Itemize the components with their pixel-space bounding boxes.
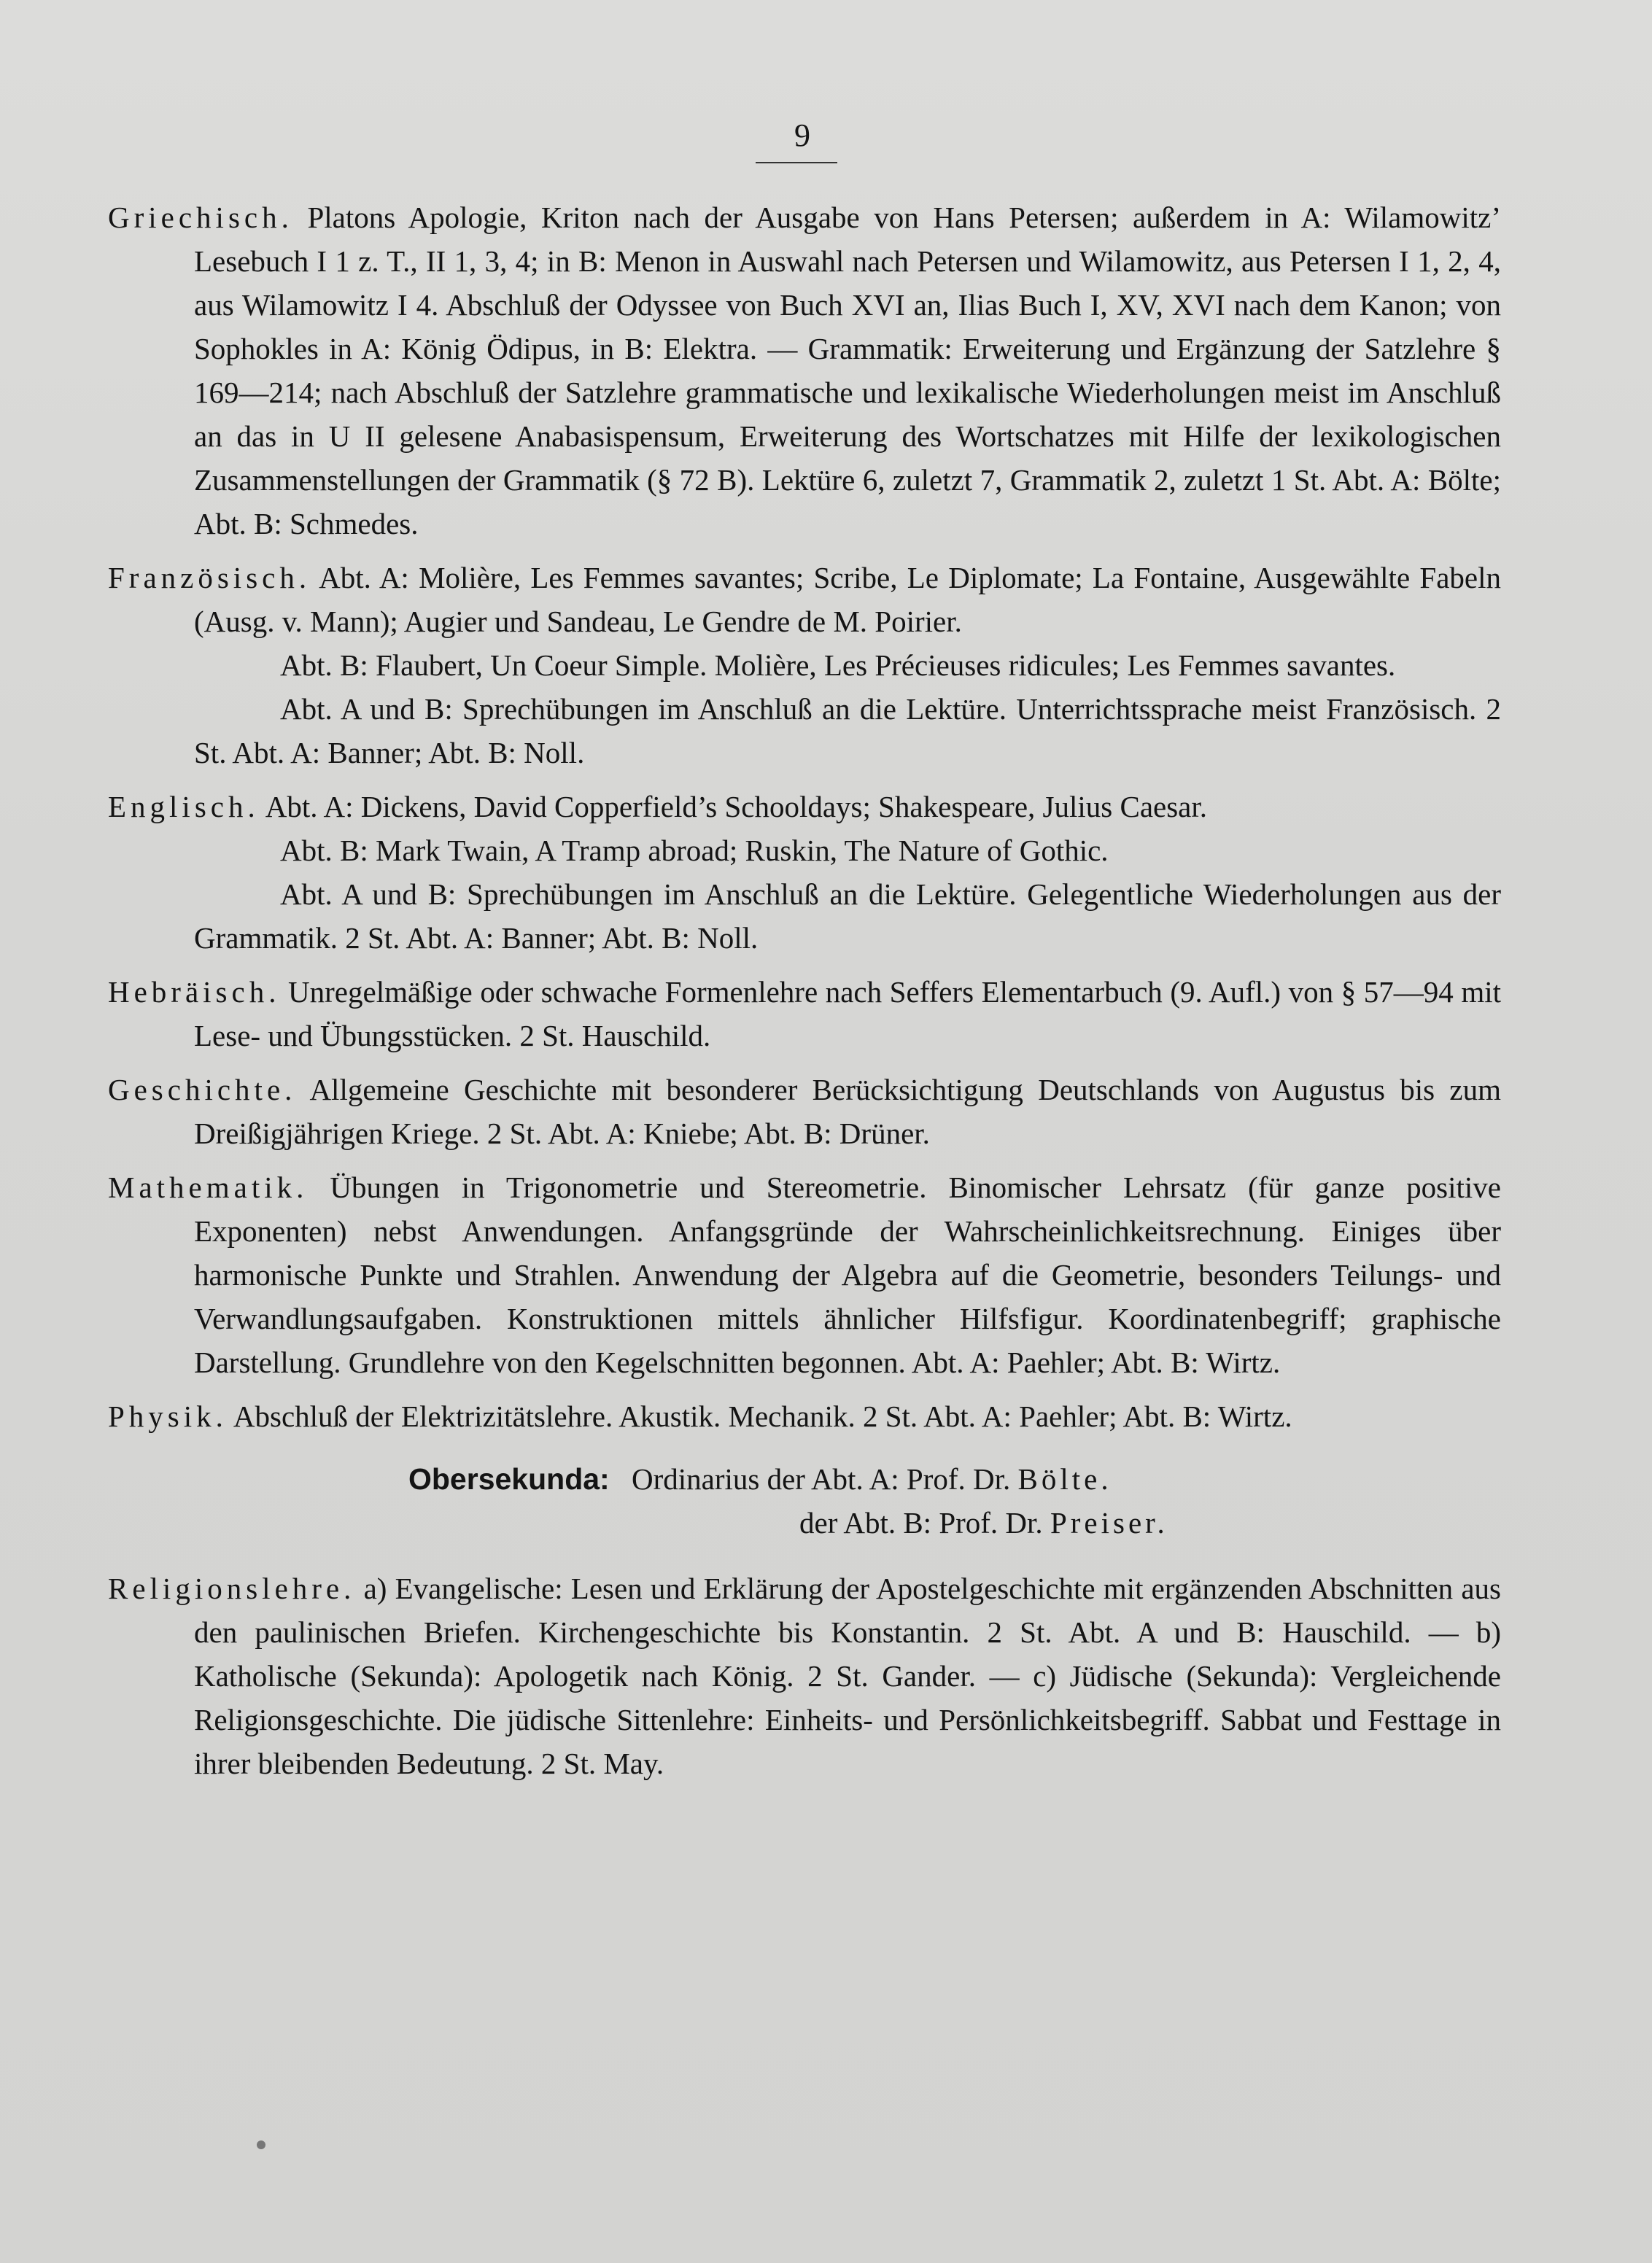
section-text: Übungen in Trigonometrie und Stereometrie. Binomischer Lehrsatz (für ganze positive Exponenten) nebst Anwendungen. Anfangsgründe der Wahrscheinlichkeitsrechnung. Einiges über harmonische Punkte und Strahlen. Anwendung der Algebra auf die Geometrie, besonders Teilungs- und Verwandlungsaufgaben. Konstruktionen mittels ähnlicher Hilfsfigur. Koordinatenbegriff; graphische Darstellung. Grundlehre von den Kegelschnitten begonnen. Abt. A: Paehler; Abt. B: Wirtz. xyxy=(194,1171,1502,1379)
section-heading: Französisch. xyxy=(108,561,311,594)
section-heading: Geschichte. xyxy=(108,1073,297,1106)
section-physik xyxy=(108,1394,1501,1438)
section-continuation: Abt. A und B: Sprechübungen im Anschluß an die Lektüre. Unterrichtssprache meist Französisch. 2 St. Abt. A: Banner; Abt. B: Noll. xyxy=(194,692,1501,769)
section-heading: Hebräisch. xyxy=(108,975,281,1009)
page-content xyxy=(108,195,1501,1796)
page-number: 9 xyxy=(794,117,810,153)
class-heading-teacher-b-name: Preiser. xyxy=(1050,1506,1168,1540)
section-geschichte xyxy=(108,1068,1501,1155)
class-heading xyxy=(108,1457,1501,1545)
section-franzoesisch xyxy=(108,556,1501,775)
section-paragraph xyxy=(108,1165,1501,1384)
paper-speck xyxy=(257,2140,265,2149)
section-hebraeisch xyxy=(108,970,1501,1057)
section-paragraph xyxy=(108,1068,1501,1155)
class-heading-teacher-a xyxy=(632,1457,1112,1501)
section-heading: Griechisch. xyxy=(108,201,293,234)
section-text: Abt. A: Molière, Les Femmes savantes; Scribe, Le Diplomate; La Fontaine, Ausgewählte Fabeln (Ausg. v. Mann); Augier und Sandeau, Le Gendre de M. Poirier. xyxy=(194,561,1501,638)
page-number-rule xyxy=(756,162,837,163)
section-text: Unregelmäßige oder schwache Formenlehre nach Seffers Elementarbuch (9. Aufl.) von § 57—94 mit Lese- und Übungsstücken. 2 St. Hauschild. xyxy=(194,975,1502,1052)
section-continuation: Abt. B: Mark Twain, A Tramp abroad; Ruskin, The Nature of Gothic. xyxy=(280,834,1109,867)
section-text: Abt. A: Dickens, David Copperfield’s Schooldays; Shakespeare, Julius Caesar. xyxy=(265,790,1208,823)
section-paragraph xyxy=(108,785,1501,828)
section-text: Platons Apologie, Kriton nach der Ausgabe von Hans Petersen; außerdem in A: Wilamowitz’ Lesebuch I 1 z. T., II 1, 3, 4; in B: Menon in Auswahl nach Petersen und Wilamowitz, aus Petersen I 1, 2, 4, aus Wilamowitz I 4. Abschluß der Odyssee von Buch XVI an, Ilias Buch I, XV, XVI nach dem Kanon; von Sophokles in A: König Ödipus, in B: Elektra. — Grammatik: Erweiterung und Ergänzung der Satzlehre § 169—214; nach Abschluß der Satzlehre grammatische und lexikalische Wiederholungen meist im Anschluß an das in U II gelesene Anabasispensum, Erweiterung des Wortschatzes mit Hilfe der lexikologischen Zusammenstellungen der Grammatik (§ 72 B). Lektüre 6, zuletzt 7, Grammatik 2, zuletzt 1 St. Abt. A: Bölte; Abt. B: Schmedes. xyxy=(194,201,1501,540)
section-continuation: Abt. A und B: Sprechübungen im Anschluß an die Lektüre. Gelegentliche Wiederholungen aus der Grammatik. 2 St. Abt. A: Banner; Abt. B: Noll. xyxy=(194,877,1501,955)
section-paragraph xyxy=(108,970,1501,1057)
section-text: Allgemeine Geschichte mit besonderer Berücksichtigung Deutschlands von Augustus bis zum Dreißigjährigen Kriege. 2 St. Abt. A: Kniebe; Abt. B: Drüner. xyxy=(194,1073,1501,1150)
section-heading: Mathematik. xyxy=(108,1171,309,1204)
section-heading: Physik. xyxy=(108,1400,228,1433)
section-griechisch xyxy=(108,195,1501,546)
section-paragraph xyxy=(108,195,1501,546)
section-text: Abschluß der Elektrizitätslehre. Akustik. Mechanik. 2 St. Abt. A: Paehler; Abt. B: Wirtz. xyxy=(233,1400,1292,1433)
section-paragraph xyxy=(108,556,1501,643)
class-heading-teacher-b xyxy=(799,1501,1168,1545)
section-mathematik xyxy=(108,1165,1501,1384)
section-heading: Religionslehre. xyxy=(108,1572,356,1605)
section-heading: Englisch. xyxy=(108,790,260,823)
class-heading-teacher-a-prefix: Ordinarius der Abt. A: Prof. Dr. xyxy=(632,1462,1011,1496)
section-paragraph xyxy=(108,1567,1501,1785)
section-text: a) Evangelische: Lesen und Erklärung der Apostelgeschichte mit ergänzenden Abschnitten aus den paulinischen Briefen. Kirchengeschichte bis Konstantin. 2 St. Abt. A und B: Hauschild. — b) Katholische (Sekunda): Apologetik nach König. 2 St. Gander. — c) Jüdische (Sekunda): Vergleichende Religionsgeschichte. Die jüdische Sittenlehre: Einheits- und Persönlichkeitsbegriff. Sabbat und Festtage in ihrer bleibenden Bedeutung. 2 St. May. xyxy=(194,1572,1501,1780)
section-englisch xyxy=(108,785,1501,960)
section-continuation: Abt. B: Flaubert, Un Coeur Simple. Molière, Les Précieuses ridicules; Les Femmes savantes. xyxy=(280,648,1396,682)
class-heading-teacher-a-name: Bölte. xyxy=(1017,1462,1112,1496)
class-heading-label: Obersekunda: xyxy=(408,1462,610,1496)
section-religionslehre xyxy=(108,1567,1501,1785)
class-heading-teacher-b-prefix: der Abt. B: Prof. Dr. xyxy=(799,1506,1043,1540)
section-paragraph xyxy=(108,1394,1501,1438)
